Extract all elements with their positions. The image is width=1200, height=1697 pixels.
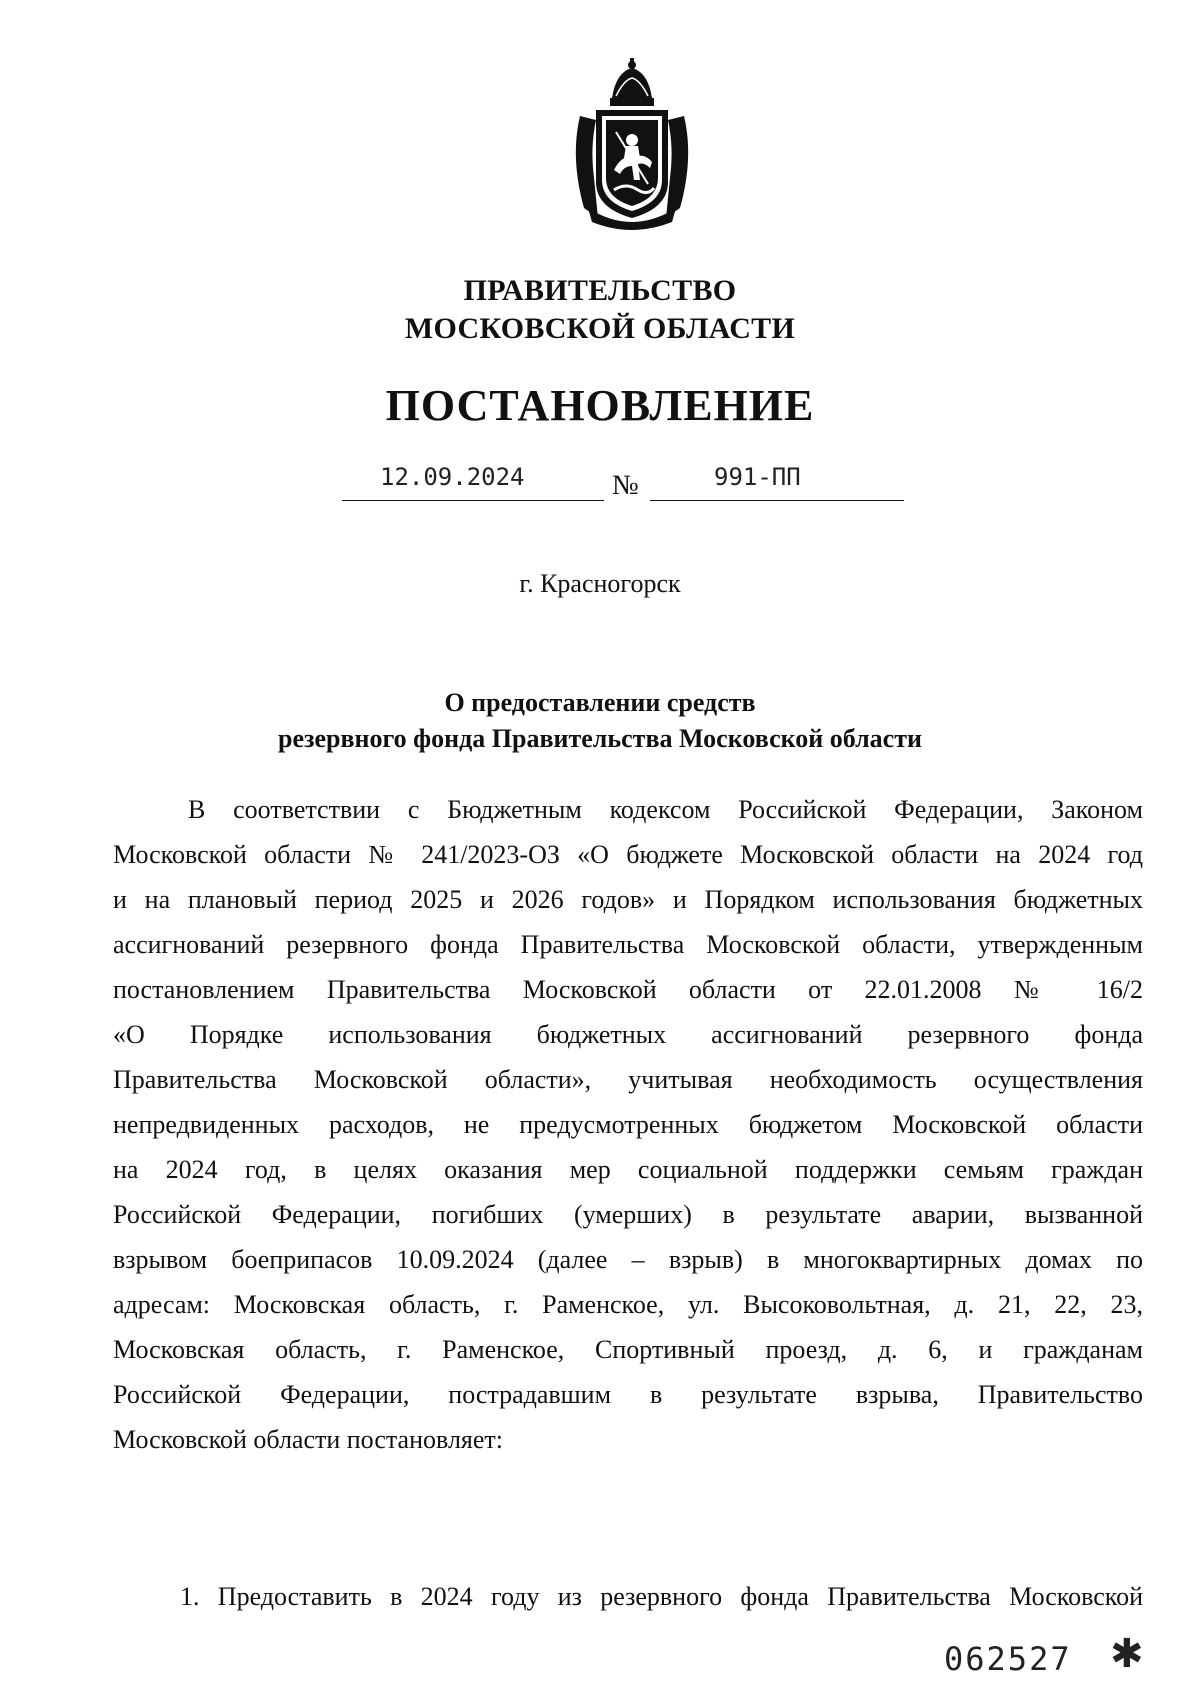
body-line: «О Порядке использования бюджетных ассигнований резервного фонда — [113, 1020, 1143, 1049]
body-line: Российской Федерации, погибших (умерших) в результате аварии, вызванной — [113, 1200, 1143, 1229]
moscow-oblast-coat-of-arms-icon — [566, 58, 698, 230]
number-sign: № — [612, 470, 639, 501]
document-title-line1: О предоставлении средств — [444, 688, 756, 717]
body-line: В соответствии с Бюджетным кодексом Российской Федерации, Законом — [188, 795, 1143, 824]
list-item-1: 1. Предоставить в 2024 году из резервного фонда Правительства Московской — [180, 1582, 1143, 1611]
organization-name-line1: ПРАВИТЕЛЬСТВО — [463, 274, 737, 307]
document-title-line2: резервного фонда Правительства Московской области — [278, 724, 922, 753]
body-line: ассигнований резервного фонда Правительства Московской области, утвержденным — [113, 930, 1143, 959]
body-line: непредвиденных расходов, не предусмотренных бюджетом Московской области — [113, 1110, 1143, 1139]
document-number: 991-ПП — [714, 463, 801, 491]
body-line: постановлением Правительства Московской области от 22.01.2008 № 16/2 — [113, 975, 1143, 1004]
body-line: и на плановый период 2025 и 2026 годов» и Порядком использования бюджетных — [113, 885, 1143, 914]
body-line: взрывом боеприпасов 10.09.2024 (далее – взрыв) в многоквартирных домах по — [113, 1245, 1143, 1274]
body-line: Московская область, г. Раменское, Спортивный проезд, д. 6, и гражданам — [113, 1335, 1143, 1364]
body-line: адресам: Московская область, г. Раменское, ул. Высоковольтная, д. 21, 22, 23, — [113, 1290, 1143, 1319]
issue-city: г. Красногорск — [519, 569, 681, 598]
page-code: 062527 — [944, 1640, 1072, 1678]
number-underline — [650, 500, 904, 501]
body-line: Московской области № 241/2023-ОЗ «О бюджете Московской области на 2024 год — [113, 840, 1143, 869]
document-date: 12.09.2024 — [380, 463, 525, 491]
body-line: на 2024 год, в целях оказания мер социальной поддержки семьям граждан — [113, 1155, 1143, 1184]
document-type-heading: ПОСТАНОВЛЕНИЕ — [385, 381, 815, 430]
body-line: Российской Федерации, пострадавшим в результате взрыва, Правительство — [113, 1380, 1143, 1409]
body-line: Московской области постановляет: — [113, 1425, 503, 1454]
asterisk-icon: ✱ — [1110, 1631, 1144, 1677]
date-underline — [342, 500, 604, 501]
body-line: Правительства Московской области», учитывая необходимость осуществления — [113, 1065, 1143, 1094]
organization-name-line2: МОСКОВСКОЙ ОБЛАСТИ — [404, 312, 796, 345]
